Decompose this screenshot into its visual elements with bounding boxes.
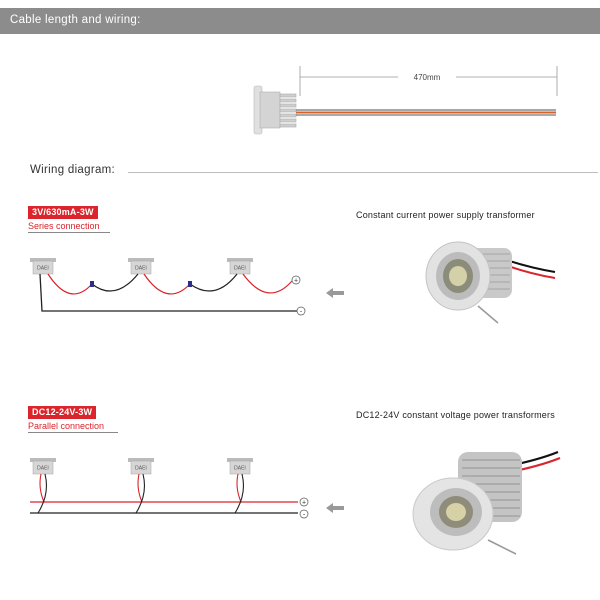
wiring-diagram-title: Wiring diagram: bbox=[30, 164, 116, 176]
cable-illustration bbox=[240, 60, 570, 145]
lamp-photo bbox=[410, 228, 560, 328]
cable-length-label: 470mm bbox=[413, 73, 441, 82]
minus-terminal: - bbox=[302, 511, 306, 519]
fixture-icon bbox=[128, 258, 154, 274]
parallel-badge: DC12-24V-3W bbox=[28, 406, 96, 419]
series-wiring-diagram bbox=[20, 250, 320, 320]
arrow-left-icon bbox=[326, 503, 346, 513]
fixture-label: DAEI bbox=[37, 265, 49, 272]
fixture-label: DAEI bbox=[234, 265, 246, 272]
lamp-photo bbox=[398, 430, 573, 570]
series-underline bbox=[28, 232, 110, 233]
plus-terminal: + bbox=[293, 277, 299, 285]
parallel-wiring-diagram bbox=[20, 452, 320, 522]
fixture-label: DAEI bbox=[135, 465, 147, 472]
fixture-label: DAEI bbox=[37, 465, 49, 472]
parallel-power-supply-label: DC12-24V constant voltage power transformers bbox=[356, 410, 555, 420]
fixture-label: DAEI bbox=[234, 465, 246, 472]
divider bbox=[128, 172, 598, 173]
series-badge: 3V/630mA-3W bbox=[28, 206, 98, 219]
section-header bbox=[0, 8, 600, 34]
series-label: Series connection bbox=[28, 221, 100, 231]
fixture-icon bbox=[30, 458, 56, 474]
plus-terminal: + bbox=[301, 499, 307, 507]
fixture-label: DAEI bbox=[135, 265, 147, 272]
parallel-underline bbox=[28, 432, 118, 433]
parallel-label: Parallel connection bbox=[28, 421, 105, 431]
section-title: Cable length and wiring: bbox=[10, 14, 141, 26]
series-power-supply-label: Constant current power supply transformer bbox=[356, 210, 535, 220]
minus-terminal: - bbox=[299, 308, 303, 316]
fixture-icon bbox=[227, 258, 253, 274]
arrow-left-icon bbox=[326, 288, 346, 298]
fixture-icon bbox=[30, 258, 56, 274]
fixture-icon bbox=[128, 458, 154, 474]
fixture-icon bbox=[227, 458, 253, 474]
